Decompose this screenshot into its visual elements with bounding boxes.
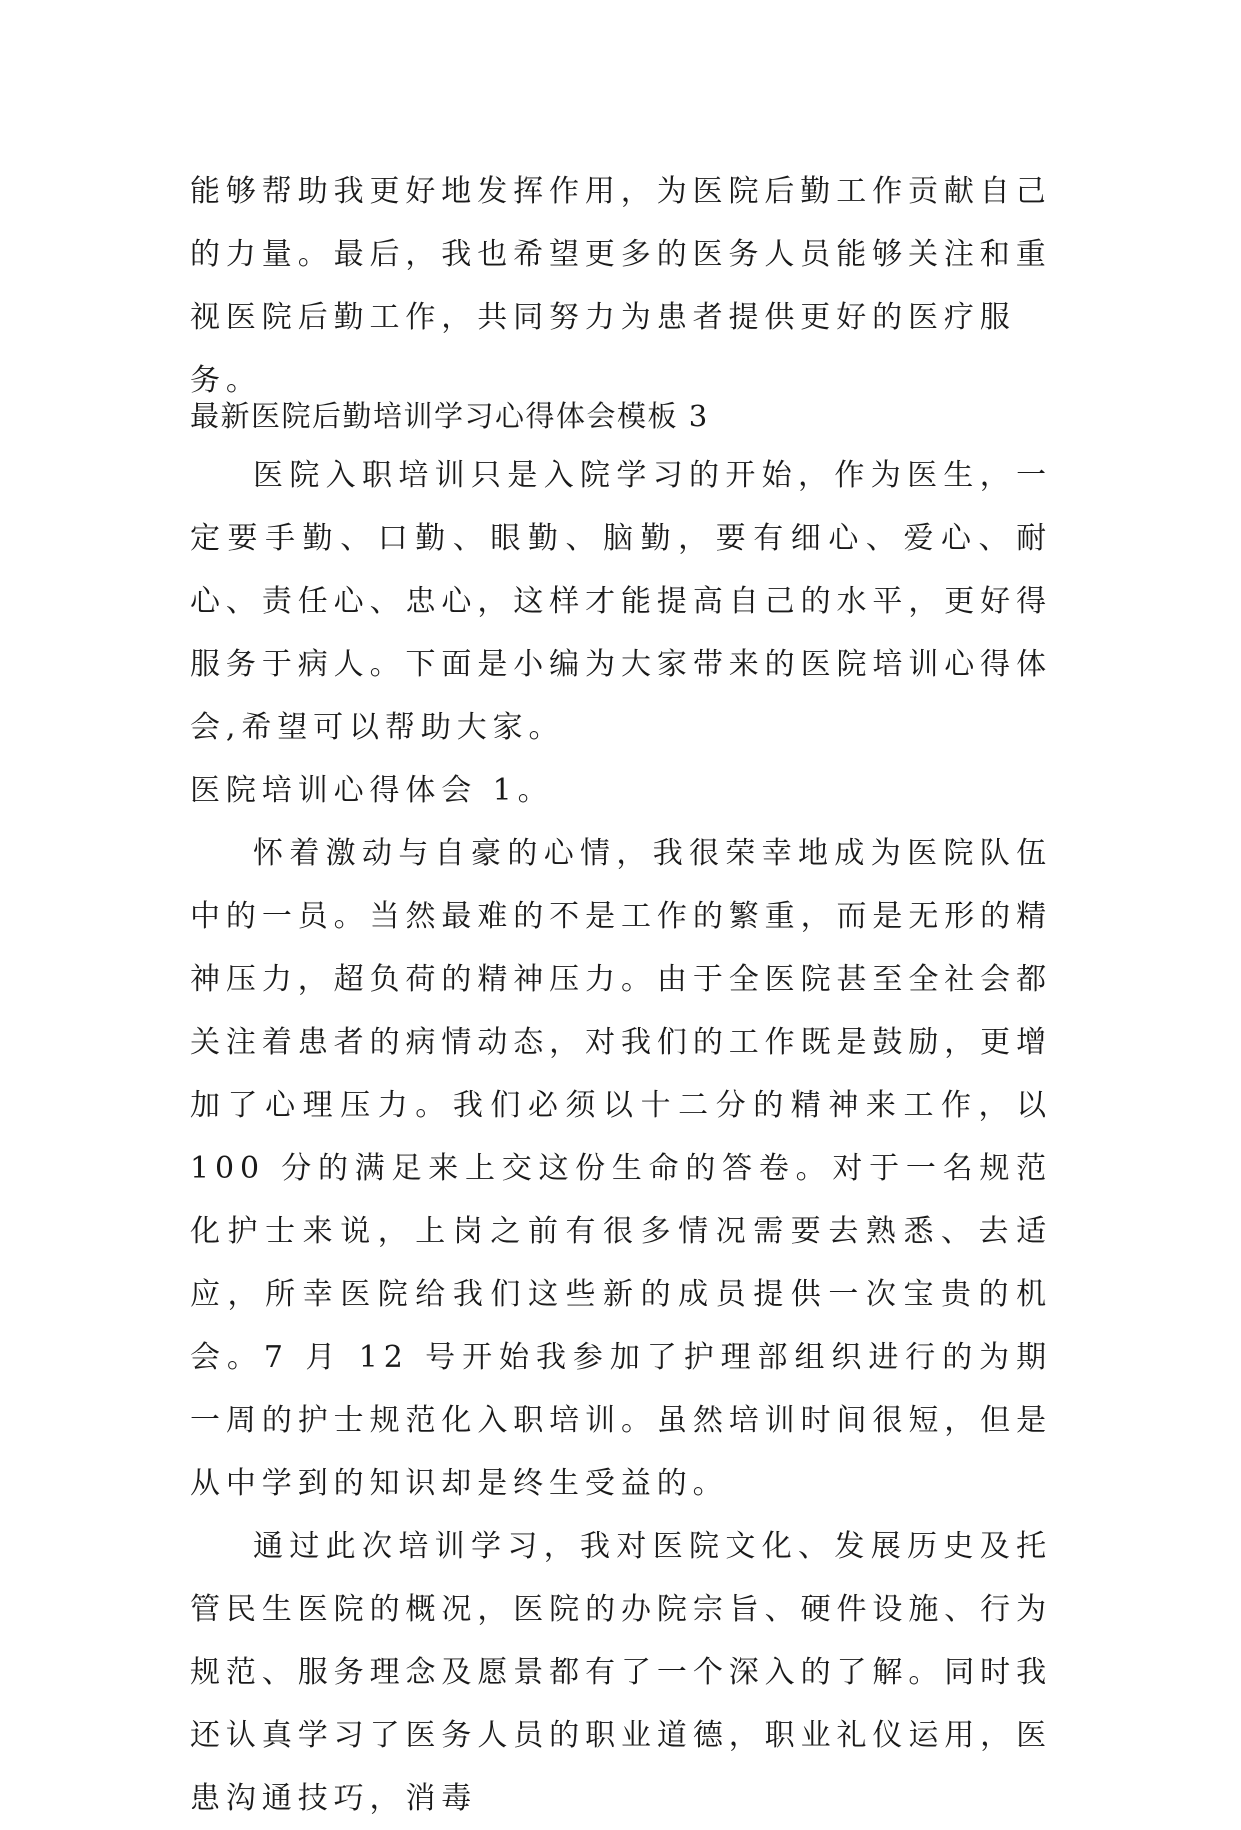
paragraph-learning: 通过此次培训学习，我对医院文化、发展历史及托管民生医院的概况，医院的办院宗旨、硬件设施、行为规范、服务理念及愿景都有了一个深入的了解。同时我还认真学习了医务人员的职业道德，职业礼仪运用，医患沟通技巧，消毒	[190, 1529, 1052, 1816]
intro-paragraph: 能够帮助我更好地发挥作用，为医院后勤工作贡献自己的力量。最后，我也希望更多的医务人员能够关注和重视医院后勤工作，共同努力为患者提供更好的医疗服务。	[190, 174, 1052, 398]
paragraph-experience: 怀着激动与自豪的心情，我很荣幸地成为医院队伍中的一员。当然最难的不是工作的繁重，而是无形的精神压力，超负荷的精神压力。由于全医院甚至全社会都关注着患者的病情动态，对我们的工作既是鼓励，更增加了心理压力。我们必须以十二分的精神来工作，以 100 分的满足来上交这份生命的答卷。对于一名规范化护士来说，上岗之前有很多情况需要去熟悉、去适应，所幸医院给我们这些新的成员提供一次宝贵的机会。7 月 12 号开始我参加了护理部组织进行的为期一周的护士规范化入职培训。虽然培训时间很短，但是从中学到的知识却是终生受益的。	[190, 836, 1052, 1501]
body-text	[190, 444, 1052, 1830]
paragraph-intro-training: 医院入职培训只是入院学习的开始，作为医生，一定要手勤、口勤、眼勤、脑勤，要有细心、爱心、耐心、责任心、忠心，这样才能提高自己的水平，更好得服务于病人。下面是小编为大家带来的医院培训心得体会,希望可以帮助大家。	[190, 458, 1052, 745]
section-title: 最新医院后勤培训学习心得体会模板 3	[190, 399, 709, 433]
paragraph-subtitle: 医院培训心得体会 1。	[190, 773, 554, 808]
